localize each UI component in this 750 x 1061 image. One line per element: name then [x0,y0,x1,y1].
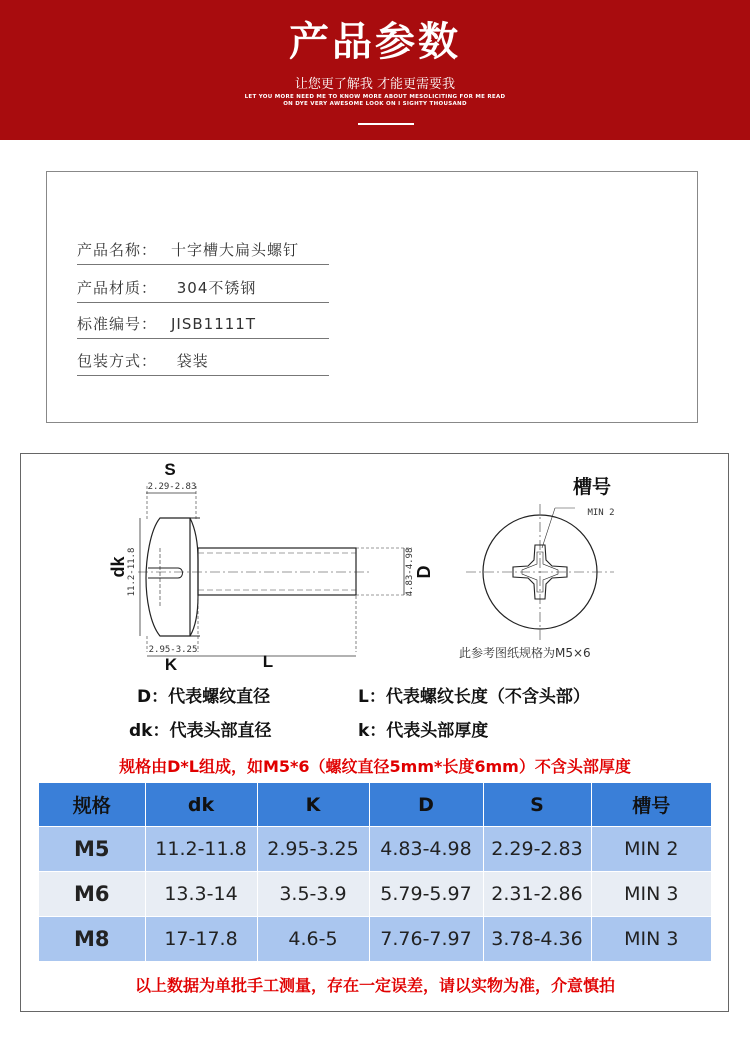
info-label: 产品材质： [77,279,158,297]
label-d: D [414,565,434,579]
table-header-row [39,783,711,827]
info-value: 304不锈钢 [171,279,257,297]
col-header-d: D [369,783,483,827]
cell-size: M5 [39,827,145,872]
cell-dk: 11.2-11.8 [145,827,257,872]
label-l: L [262,652,274,671]
cell-d: 7.76-7.97 [369,917,483,962]
slot-title: 槽号 [572,477,612,498]
slot-value: MIN 2 [587,508,615,518]
col-header-s: S [483,783,591,827]
cell-slot: MIN 2 [591,827,711,872]
cell-k: 2.95-3.25 [257,827,369,872]
spec-rule-note: 规格由D*L组成，如M5*6（螺纹直径5mm*长度6mm）不含头部厚度 [119,757,631,776]
label-dk: dk [108,556,128,578]
cell-k: 3.5-3.9 [257,872,369,917]
info-value: 十字槽大扁头螺钉 [171,241,300,259]
label-k: K [164,655,178,674]
cell-s: 2.29-2.83 [483,827,591,872]
label-s: S [164,460,176,479]
english-tagline-2: ON DYE VERY AWESOME LOOK ON I SIGHTY THOUSAND [283,101,467,107]
col-header-dk: dk [145,783,257,827]
table-row [39,872,711,917]
table-row [39,827,711,872]
cell-s: 3.78-4.36 [483,917,591,962]
cell-slot: MIN 3 [591,872,711,917]
d-range-text: 4.83-4.98 [405,547,415,597]
k-range-text: 2.95-3.25 [148,645,198,655]
cell-s: 2.31-2.86 [483,872,591,917]
disclaimer-note: 以上数据为单批手工测量，存在一定误差，请以实物为准，介意慎拍 [134,976,615,995]
legend-k: k：代表头部厚度 [358,721,489,741]
table-row [39,917,711,962]
info-label: 包装方式： [77,352,158,370]
cell-k: 4.6-5 [257,917,369,962]
cell-d: 5.79-5.97 [369,872,483,917]
cell-dk: 13.3-14 [145,872,257,917]
page-title: 产品参数 [289,19,461,65]
cell-dk: 17-17.8 [145,917,257,962]
legend-dk: dk：代表头部直径 [129,721,272,741]
english-tagline-1: LET YOU MORE NEED ME TO KNOW MORE ABOUT MESOLICITING FOR ME READ [244,94,506,100]
col-header-size: 规格 [39,783,145,827]
col-header-slot: 槽号 [591,783,711,827]
info-label: 标准编号： [77,315,158,333]
cell-slot: MIN 3 [591,917,711,962]
legend-d: D：代表螺纹直径 [137,687,271,707]
page-subtitle: 让您更了解我 才能更需要我 [294,77,456,92]
s-range-text: 2.29-2.83 [147,482,197,492]
info-label: 产品名称： [77,241,158,259]
cell-size: M6 [39,872,145,917]
drawing-caption: 此参考图纸规格为M5×6 [459,646,591,660]
dk-range-text: 11.2-11.8 [127,547,137,597]
info-value: JISB1111T [171,315,256,333]
legend-l: L：代表螺纹长度（不含头部） [358,687,590,707]
info-value: 袋装 [171,352,209,370]
cell-size: M8 [39,917,145,962]
col-header-k: K [257,783,369,827]
spec-table [39,783,711,961]
cell-d: 4.83-4.98 [369,827,483,872]
